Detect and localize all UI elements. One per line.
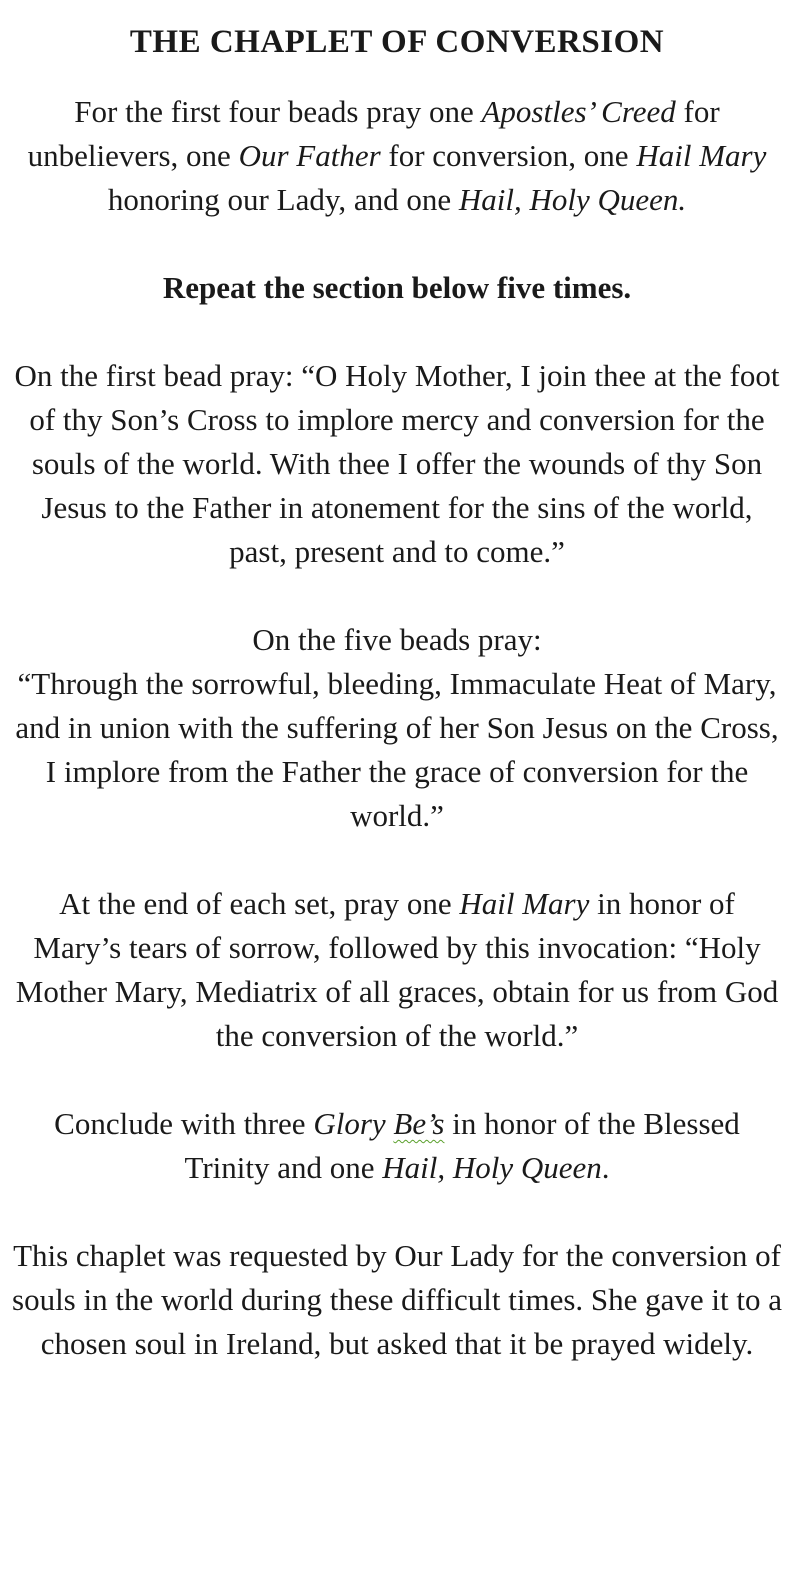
hail-mary-text: Hail Mary xyxy=(636,138,767,173)
intro-text-5: . xyxy=(678,182,687,217)
bes-text: Be’s xyxy=(393,1106,445,1141)
document-title: THE CHAPLET OF CONVERSION xyxy=(129,24,665,60)
intro-text-2: for unbelievers, one xyxy=(27,94,720,173)
five-beads-intro: On the five beads pray: xyxy=(252,622,542,657)
intro-text-1: For the first four beads pray one xyxy=(74,94,482,129)
conclusion-text-3: . xyxy=(601,1150,610,1185)
conclusion-hail-holy-queen-text: Hail, Holy Queen xyxy=(382,1150,602,1185)
hail-holy-queen-text: Hail, Holy Queen xyxy=(458,182,679,217)
intro-text-4: honoring our Lady, and one xyxy=(107,182,459,217)
five-beads-prayer: “Through the sorrowful, bleeding, Immaculate Heat of Mary, and in union with the suffering of her Son Jesus on the Cross, I implore from the Father the grace of conversion for the world.” xyxy=(15,666,779,833)
conclusion-text-1: Conclude with three xyxy=(54,1106,314,1141)
end-of-set-text-1: At the end of each set, pray one xyxy=(59,886,460,921)
first-bead-paragraph: On the first bead pray: “O Holy Mother, I join thee at the foot of thy Son’s Cross to implore mercy and conversion for the souls of the world. With thee I offer the wounds of thy Son Jesus to the Father in atonement for the sins of the world, past, present and to come.” xyxy=(14,358,780,569)
intro-paragraph xyxy=(12,90,782,222)
end-of-set-hail-mary-text: Hail Mary xyxy=(459,886,590,921)
intro-text-3: for conversion, one xyxy=(380,138,637,173)
end-of-set-text-2: in honor of Mary’s tears of sorrow, followed by this invocation: “Holy Mother Mary, Mediatrix of all graces, obtain for us from God the conversion of the world.” xyxy=(15,886,779,1053)
conclusion-text-2: in honor of the Blessed Trinity and one xyxy=(184,1106,740,1185)
closing-paragraph: This chaplet was requested by Our Lady for the conversion of souls in the world during these difficult times. She gave it to a chosen soul in Ireland, but asked that it be prayed widely. xyxy=(12,1238,783,1361)
end-of-set-paragraph xyxy=(12,882,782,1058)
glory-text: Glory xyxy=(313,1106,394,1141)
conclusion-paragraph xyxy=(12,1102,782,1190)
five-beads-paragraph xyxy=(12,618,782,838)
apostles-creed-text: Apostles’ Creed xyxy=(481,94,676,129)
our-father-text: Our Father xyxy=(238,138,381,173)
repeat-instruction: Repeat the section below five times. xyxy=(162,270,632,305)
